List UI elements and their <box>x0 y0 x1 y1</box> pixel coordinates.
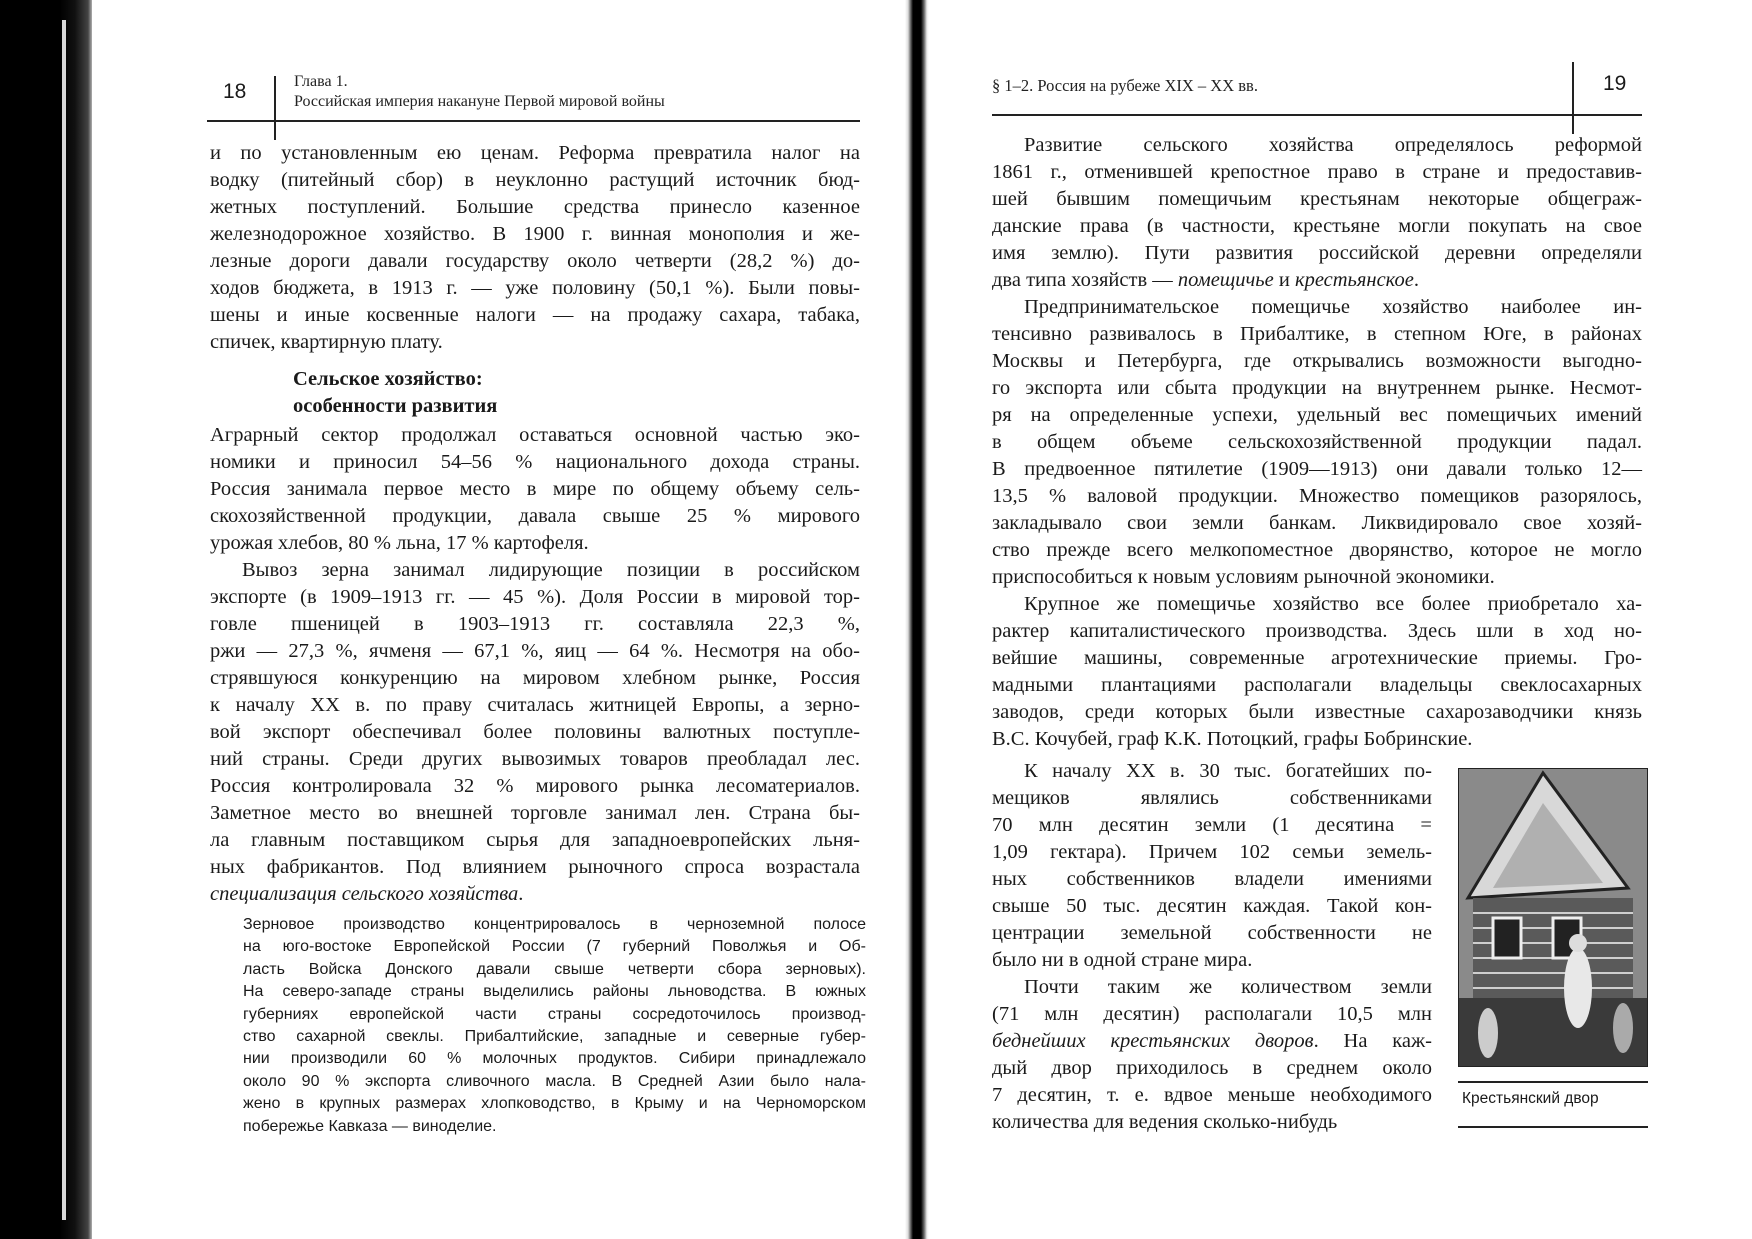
book-gutter <box>905 0 929 1239</box>
text-line: спичек, квартирную плату. <box>210 331 443 353</box>
right-paragraph-3 <box>992 591 1642 753</box>
chapter-title: Российская империя накануне Первой мировой войны <box>294 93 665 110</box>
text-line <box>992 1028 1432 1055</box>
right-paragraph-5 <box>992 974 1432 1136</box>
text-line: 13,5 % валовой продукции. Множество помещиков разорялось, <box>992 485 1642 507</box>
text-line: стрявшуюся конкуренцию на мировом хлебном рынке, Россия <box>210 667 860 689</box>
text-line: ство прежде всего мелкопоместное дворянство, которое не могло <box>992 539 1642 561</box>
text-line: Развитие сельского хозяйства определялось реформой <box>1024 134 1642 156</box>
text-line: 70 млн десятин земли (1 десятина = <box>992 814 1432 836</box>
text-line: количества для ведения сколько-нибудь <box>992 1111 1338 1133</box>
running-header-right: § 1–2. Россия на рубеже XIX – XX вв. <box>992 76 1258 95</box>
text-line: К началу XX в. 30 тыс. богатейших по- <box>1024 760 1432 782</box>
text-line: скохозяйственной продукции, давала свыше 25 % мирового <box>210 505 860 527</box>
italic-text: специализация сельского хозяйства <box>210 883 519 905</box>
page-number-right: 19 <box>1603 72 1627 95</box>
text-line: дый двор приходилось в среднем около <box>992 1057 1432 1079</box>
text-line: в общем объеме сельскохозяйственной продукции падал. <box>992 431 1642 453</box>
right-paragraph-2 <box>992 294 1642 591</box>
text-line: В предвоенное пятилетие (1909—1913) они давали только 12— <box>992 458 1642 480</box>
text-line: побережье Кавказа — виноделие. <box>243 1117 497 1135</box>
left-paragraph-3 <box>210 557 860 908</box>
text-line: Заметное место во внешней торговле занимал лен. Страна бы- <box>210 802 860 824</box>
text-line: мадными плантациями располагали владельцы свеклосахарных <box>992 674 1642 696</box>
running-header-left <box>294 72 665 112</box>
text-line: ходов бюджета, в 1913 г. — уже половину (50,1 %). Были повы- <box>210 277 860 299</box>
header-divider-vertical-left <box>274 76 276 140</box>
right-paragraph-4 <box>992 758 1432 974</box>
text-segment: . <box>518 883 524 905</box>
text-line: и по установленным ею ценам. Реформа превратила налог на <box>210 142 860 164</box>
right-narrow-body <box>992 758 1432 1136</box>
left-body <box>210 422 860 908</box>
text-segment: два типа хозяйств — <box>992 269 1178 291</box>
scan-edge-streak <box>62 20 66 1220</box>
text-line: центрации земельной собственности не <box>992 922 1432 944</box>
text-line: к началу XX в. по праву считалась житницей Европы, а зерно- <box>210 694 860 716</box>
text-line: нии производили 60 % молочных продуктов. Сибири принадлежало <box>243 1050 866 1068</box>
section-heading <box>293 366 497 420</box>
text-line: лезные дороги давали государству около четверти (28,2 %) до- <box>210 250 860 272</box>
figure-caption: Крестьянский двор <box>1462 1090 1599 1107</box>
text-line: 7 десятин, т. е. вдвое меньше необходимого <box>992 1084 1432 1106</box>
header-divider-vertical-right <box>1572 62 1574 134</box>
section-heading-line: Сельское хозяйство: <box>293 368 483 390</box>
text-line: шей бывшим помещичьим крестьянам некоторые общеграж- <box>992 188 1642 210</box>
text-line: шены и иные косвенные налоги — на продажу сахара, табака, <box>210 304 860 326</box>
italic-text: беднейших крестьянских дворов <box>992 1030 1314 1052</box>
text-line: данские права (в частности, крестьяне могли покупать на свое <box>992 215 1642 237</box>
text-line: жетных поступлений. Большие средства принесло казенное <box>210 196 860 218</box>
text-line: 1,09 гектара). Причем 102 семьи земель- <box>992 841 1432 863</box>
text-line: рактер капиталистического производства. Здесь шли в ход но- <box>992 620 1642 642</box>
text-line: ря на определенные успехи, удельный вес помещичьих имений <box>992 404 1642 426</box>
right-body <box>992 132 1642 753</box>
text-line: вой экспорт обеспечивал более половины валютных поступле- <box>210 721 860 743</box>
text-line: Аграрный сектор продолжал оставаться основной частью эко- <box>210 424 860 446</box>
text-line: ний страны. Среди других вывозимых товаров преобладал лес. <box>210 748 860 770</box>
left-paragraph-2 <box>210 422 860 557</box>
text-line: было ни в одной стране мира. <box>992 949 1253 971</box>
left-paragraph-1 <box>210 140 860 356</box>
text-line: В.С. Кочубей, граф К.К. Потоцкий, графы Бобринские. <box>992 728 1473 750</box>
section-heading-line: особенности развития <box>293 395 498 417</box>
text-line: Вывоз зерна занимал лидирующие позиции в российском <box>242 559 860 581</box>
text-line: приспособиться к новым условиям рыночной экономики. <box>992 566 1495 588</box>
caption-rule-top <box>1458 1081 1648 1083</box>
text-line: говле пшеницей в 1903–1913 гг. составляла 22,3 %, <box>210 613 860 635</box>
text-line <box>210 881 860 908</box>
italic-text: крестьянское <box>1294 269 1414 291</box>
house-illustration-icon <box>1458 768 1648 1067</box>
caption-rule-bottom <box>1458 1126 1648 1128</box>
text-line: Почти таким же количеством земли <box>1024 976 1432 998</box>
text-line: заводов, среди которых были известные сахарозаводчики князь <box>992 701 1642 723</box>
text-line: экспорте (в 1909–1913 гг. — 45 %). Доля России в мировой тор- <box>210 586 860 608</box>
text-line: (71 млн десятин) располагали 10,5 млн <box>992 1003 1432 1025</box>
text-line: ла главным поставщиком сырья для западноевропейских льня- <box>210 829 860 851</box>
text-line: на юго-востоке Европейской России (7 губерний Поволжья и Об- <box>243 938 866 956</box>
text-line: мещиков являлись собственниками <box>992 787 1432 809</box>
text-line: Россия контролировала 32 % мирового рынка лесоматериалов. <box>210 775 860 797</box>
scan-edge-left <box>0 0 92 1239</box>
text-line: номики и приносил 54–56 % национального дохода страны. <box>210 451 860 473</box>
text-segment: и <box>1273 269 1295 291</box>
text-line: Предпринимательское помещичье хозяйство наиболее ин- <box>1024 296 1642 318</box>
text-line: Москвы и Петербурга, где открывались возможности выгодно- <box>992 350 1642 372</box>
peasant-house-photo <box>1458 768 1648 1067</box>
text-line: закладывало свои земли банкам. Ликвидировало свое хозяй- <box>992 512 1642 534</box>
text-segment: . <box>1413 269 1419 291</box>
text-line: 1861 г., отменившей крепостное право в стране и предоставив- <box>992 161 1642 183</box>
text-line: железнодорожное хозяйство. В 1900 г. винная монополия и же- <box>210 223 860 245</box>
text-line: Россия занимала первое место в мире по общему объему сель- <box>210 478 860 500</box>
text-line: ство сахарной свеклы. Прибалтийские, западные и северные губер- <box>243 1027 866 1045</box>
info-box <box>243 914 866 1138</box>
text-line: урожая хлебов, 80 % льна, 17 % картофеля. <box>210 532 589 554</box>
text-line: тенсивно развивалось в Прибалтике, в степном Юге, в районах <box>992 323 1642 345</box>
text-line: водку (питейный сбор) в неуклонно растущий источник бюд- <box>210 169 860 191</box>
text-segment: . На каж- <box>1313 1030 1432 1052</box>
text-line: жено в крупных размерах хлопководство, в Крыму и на Черноморском <box>243 1095 866 1113</box>
text-line: го экспорта или сбыта продукции на внутреннем рынке. Несмот- <box>992 377 1642 399</box>
text-line: около 90 % экспорта сливочного масла. В Средней Азии было нала- <box>243 1072 866 1090</box>
page-number-left: 18 <box>223 80 247 103</box>
chapter-label: Глава 1. <box>294 73 348 90</box>
right-paragraph-1 <box>992 132 1642 294</box>
text-line: ржи — 27,3 %, ячменя — 67,1 %, яиц — 64 %. Несмотря на обо- <box>210 640 860 662</box>
italic-text: помещичье <box>1177 269 1274 291</box>
text-line: ных фабрикантов. Под влиянием рыночного спроса возрастала <box>210 856 860 878</box>
text-line: На северо-западе страны выделились районы льноводства. В южных <box>243 983 866 1001</box>
header-rule-left <box>207 120 860 122</box>
text-line: ласть Войска Донского давали свыше четверти сбора зерновых). <box>243 960 866 978</box>
text-line: губерниях европейской части страны сосредоточилось производ- <box>243 1005 866 1023</box>
text-line: Крупное же помещичье хозяйство все более приобретало ха- <box>1024 593 1642 615</box>
text-line: свыше 50 тыс. десятин каждая. Такой кон- <box>992 895 1432 917</box>
text-line: вейшие машины, современные агротехнические приемы. Гро- <box>992 647 1642 669</box>
text-line: Зерновое производство концентрировалось в черноземной полосе <box>243 916 866 933</box>
text-line: ных собственников владели имениями <box>992 868 1432 890</box>
header-rule-right <box>992 114 1642 116</box>
text-line: имя землю). Пути развития российской деревни определяли <box>992 242 1642 264</box>
text-line <box>992 267 1642 294</box>
